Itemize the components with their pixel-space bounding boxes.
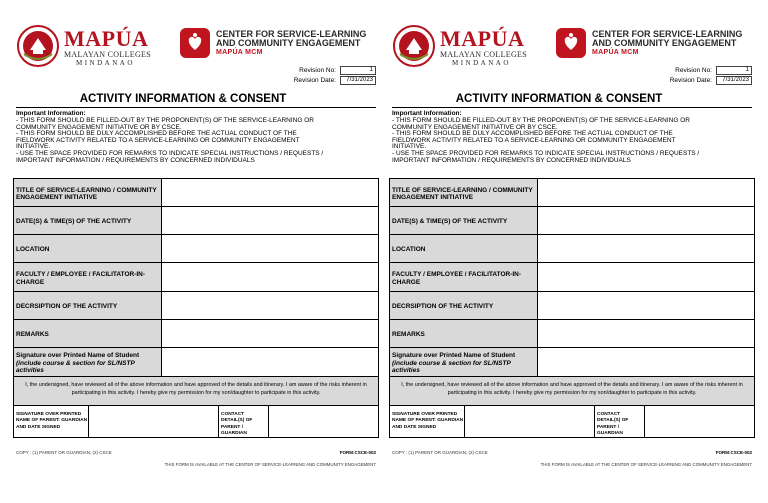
row-label: REMARKS (14, 320, 162, 347)
table-row (390, 292, 754, 320)
contact-details-label: CONTACT DETAIL(S) OF PARENT / GUARDIAN (595, 406, 645, 437)
brand-name: MAPÚA (64, 26, 149, 51)
center-name-line2: AND COMMUNITY ENGAGEMENT (216, 38, 361, 48)
row-label: LOCATION (390, 235, 538, 262)
faculty-field[interactable] (162, 263, 378, 291)
title-field[interactable] (162, 179, 378, 206)
info-line: COMMUNITY ENGAGEMENT INITIATIVE OR BY CSCE. (392, 123, 558, 131)
brand-name: MAPÚA (440, 26, 525, 51)
remarks-field[interactable] (538, 320, 754, 347)
student-signature-note: (include course & section for SL/NSTP activities (16, 359, 135, 375)
center-name-line1: CENTER FOR SERVICE-LEARNING (216, 29, 367, 39)
csce-heart-icon (556, 28, 586, 58)
info-heading: Important Information: (16, 110, 86, 117)
table-row (14, 320, 378, 348)
important-info (16, 107, 376, 164)
row-label: REMARKS (390, 320, 538, 347)
consent-statement: I, the undersigned, have reviewed all of the above information and have approved of the details and itinerary. I am aware of the risks inherent in participating in this activity. I hereby give my permission for my son/daughter to participate in this activity. (390, 377, 754, 405)
consent-statement: I, the undersigned, have reviewed all of the above information and have approved of the details and itinerary. I am aware of the risks inherent in participating in this activity. I hereby give my permission for my son/daughter to participate in this activity. (14, 377, 378, 405)
important-info (392, 107, 752, 164)
availability-note: THIS FORM IS AVAILABLE AT THE CENTER OF SERVICE-LEARNING AND COMMUNITY ENGAGEMENT (540, 462, 752, 467)
mapua-logo (392, 24, 547, 68)
info-line: - THIS FORM SHOULD BE FILLED-OUT BY THE PROPONENT(S) OF THE SERVICE-LEARNING OR (16, 117, 314, 124)
revision-no (675, 66, 752, 75)
row-label: TITLE OF SERVICE-LEARNING / COMMUNITY ENGAGEMENT INITIATIVE (14, 179, 162, 206)
revision-date-label: Revision Date: (293, 77, 336, 84)
row-label: FACULTY / EMPLOYEE / FACILITATOR-IN-CHARGE (390, 263, 538, 291)
availability-note: THIS FORM IS AVAILABLE AT THE CENTER OF SERVICE-LEARNING AND COMMUNITY ENGAGEMENT (164, 462, 376, 467)
parent-signature-label: SIGNATURE OVER PRINTED NAME OF PARENT: GUARDIAN AND DATE SIGNED (14, 406, 89, 437)
table-row (390, 348, 754, 377)
student-signature-field[interactable] (162, 348, 378, 376)
revision-no-value: 1 (340, 66, 376, 75)
remarks-field[interactable] (162, 320, 378, 347)
center-campus: MAPÚA MCM (216, 49, 263, 56)
mapua-logo (16, 24, 171, 68)
row-label: DECRSIPTION OF THE ACTIVITY (14, 292, 162, 319)
brand-campus: MINDANAO (76, 59, 135, 67)
row-label: DATE(S) & TIME(S) OF THE ACTIVITY (390, 207, 538, 234)
revision-date-value: 7/31/2023 (716, 76, 752, 85)
contact-details-label: CONTACT DETAIL(S) OF PARENT / GUARDIAN (219, 406, 269, 437)
revision-no-label: Revision No: (299, 67, 336, 74)
date-time-field[interactable] (162, 207, 378, 234)
row-label: TITLE OF SERVICE-LEARNING / COMMUNITY ENGAGEMENT INITIATIVE (390, 179, 538, 206)
copy-distribution: COPY : (1) PARENT OR GUARDIAN; (2) CSCE (392, 450, 488, 455)
center-campus: MAPÚA MCM (592, 49, 639, 56)
table-row (390, 235, 754, 263)
revision-date-label: Revision Date: (669, 77, 712, 84)
info-line: IMPORTANT INFORMATION / REQUIREMENTS BY CONCERNED INDIVIDUALS (392, 156, 631, 164)
date-time-field[interactable] (538, 207, 754, 234)
form-title: ACTIVITY INFORMATION & CONSENT (79, 93, 287, 105)
student-signature-note: (include course & section for SL/NSTP activities (392, 359, 511, 375)
center-name-line2: AND COMMUNITY ENGAGEMENT (592, 38, 737, 48)
row-label: DECRSIPTION OF THE ACTIVITY (390, 292, 538, 319)
info-line: - USE THE SPACE PROVIDED FOR REMARKS TO INDICATE SPECIAL INSTRUCTIONS / REQUESTS / (392, 149, 700, 157)
table-row (14, 348, 378, 377)
activity-table (13, 178, 379, 406)
revision-no-label: Revision No: (675, 67, 712, 74)
table-row (14, 179, 378, 207)
revision-date (294, 76, 376, 85)
revision-date-value: 7/31/2023 (340, 76, 376, 85)
info-line: INITIATIVE. (392, 143, 427, 151)
form-code: FORM:CSCE-002 (715, 450, 752, 455)
brand-subtitle: MALAYAN COLLEGES (64, 50, 151, 59)
table-row (390, 320, 754, 348)
parent-signature-field[interactable] (465, 406, 595, 437)
parent-signature-row (13, 406, 379, 438)
info-line: COMMUNITY ENGAGEMENT INITIATIVE OR BY CSCE. (16, 123, 182, 131)
info-heading: Important Information: (392, 110, 462, 117)
table-row (14, 207, 378, 235)
student-signature-field[interactable] (538, 348, 754, 376)
table-row (14, 263, 378, 292)
row-label (14, 348, 162, 376)
form-code: FORM:CSCE-002 (339, 450, 376, 455)
form-copy-left (8, 0, 382, 503)
copy-distribution: COPY : (1) PARENT OR GUARDIAN; (2) CSCE (16, 450, 112, 455)
info-line: FIELDWORK ACTIVITY RELATED TO A SERVICE-LEARNING OR COMMUNITY ENGAGEMENT (392, 136, 676, 144)
center-name-line1: CENTER FOR SERVICE-LEARNING (592, 29, 743, 39)
table-row (14, 235, 378, 263)
info-line: IMPORTANT INFORMATION / REQUIREMENTS BY CONCERNED INDIVIDUALS (16, 156, 255, 164)
table-row (390, 179, 754, 207)
contact-details-field[interactable] (269, 406, 378, 437)
parent-signature-field[interactable] (89, 406, 219, 437)
info-line: - USE THE SPACE PROVIDED FOR REMARKS TO INDICATE SPECIAL INSTRUCTIONS / REQUESTS / (16, 149, 324, 157)
description-field[interactable] (538, 292, 754, 319)
row-label: FACULTY / EMPLOYEE / FACILITATOR-IN-CHARGE (14, 263, 162, 291)
parent-signature-row (389, 406, 755, 438)
mapua-seal-icon (392, 24, 436, 68)
info-line: - THIS FORM SHOULD BE DULY ACCOMPLISHED BEFORE THE ACTUAL CONDUCT OF THE (16, 130, 297, 138)
info-line: - THIS FORM SHOULD BE FILLED-OUT BY THE PROPONENT(S) OF THE SERVICE-LEARNING OR (392, 117, 690, 124)
faculty-field[interactable] (538, 263, 754, 291)
csce-logo (180, 28, 380, 62)
location-field[interactable] (538, 235, 754, 262)
row-label: LOCATION (14, 235, 162, 262)
parent-signature-label: SIGNATURE OVER PRINTED NAME OF PARENT: GUARDIAN AND DATE SIGNED (390, 406, 465, 437)
title-field[interactable] (538, 179, 754, 206)
row-label: DATE(S) & TIME(S) OF THE ACTIVITY (14, 207, 162, 234)
revision-no-value: 1 (716, 66, 752, 75)
table-row (14, 292, 378, 320)
info-line: FIELDWORK ACTIVITY RELATED TO A SERVICE-LEARNING OR COMMUNITY ENGAGEMENT (16, 136, 300, 144)
location-field[interactable] (162, 235, 378, 262)
table-row (390, 263, 754, 292)
form-title: ACTIVITY INFORMATION & CONSENT (455, 93, 663, 105)
contact-details-field[interactable] (645, 406, 754, 437)
description-field[interactable] (162, 292, 378, 319)
revision-no (299, 66, 376, 75)
table-row (390, 207, 754, 235)
student-signature-label: Signature over Printed Name of Student (392, 352, 516, 360)
row-label (390, 348, 538, 376)
csce-logo (556, 28, 756, 62)
student-signature-label: Signature over Printed Name of Student (16, 352, 140, 360)
brand-campus: MINDANAO (452, 59, 511, 67)
csce-heart-icon (180, 28, 210, 58)
revision-date (670, 76, 752, 85)
activity-table (389, 178, 755, 406)
brand-subtitle: MALAYAN COLLEGES (440, 50, 527, 59)
form-copy-right (384, 0, 758, 503)
info-line: INITIATIVE. (16, 143, 51, 151)
mapua-seal-icon (16, 24, 60, 68)
info-line: - THIS FORM SHOULD BE DULY ACCOMPLISHED BEFORE THE ACTUAL CONDUCT OF THE (392, 130, 673, 138)
